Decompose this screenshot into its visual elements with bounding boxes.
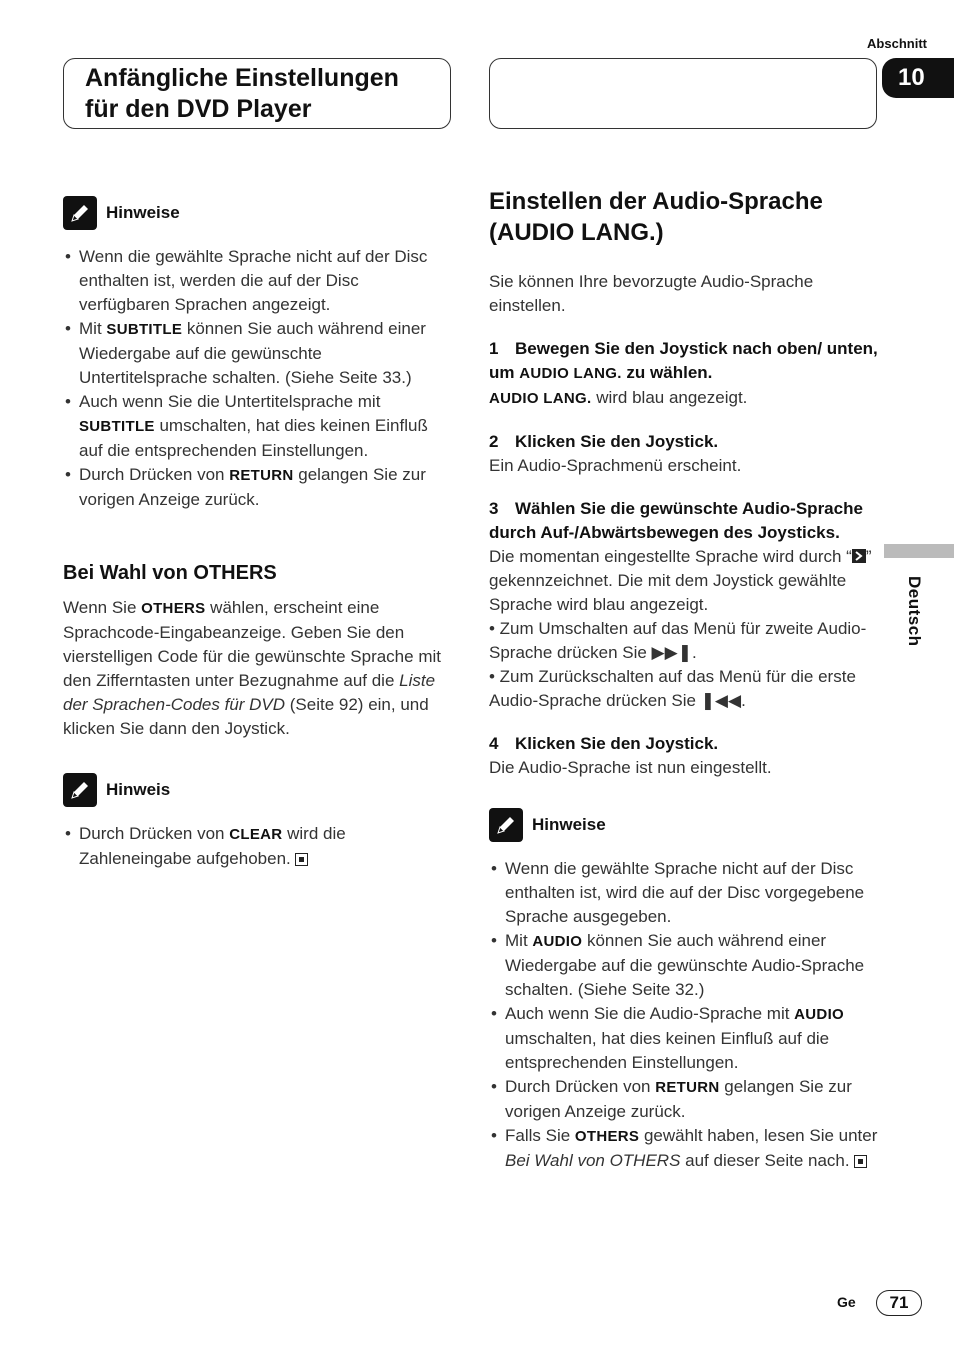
step-3-bullet-1: • Zum Umschalten auf das Menü für zweite Audio-Sprache drücken Sie ▶▶❚. [489, 619, 867, 662]
list-item: • Auch wenn Sie die Audio-Sprache mit AUDIO umschalten, hat dies keinen Einfluß auf die entsprechenden Einstellungen. [489, 1002, 879, 1075]
section-heading: Einstellen der Audio-Sprache (AUDIO LANG.) [489, 188, 823, 246]
right-column [489, 186, 879, 1173]
list-item: • Mit SUBTITLE können Sie auch während einer Wiedergabe auf die gewünschte Untertitelsprache schalten. (Siehe Seite 33.) [63, 317, 453, 390]
step-2-desc: Ein Audio-Sprachmenü erscheint. [489, 456, 742, 475]
step-2-heading: 2 Klicken Sie den Joystick. [489, 432, 719, 451]
page-title [63, 58, 451, 129]
pencil-note-icon [63, 196, 97, 230]
step-1-heading: 1 Bewegen Sie den Joystick nach oben/ unten, um AUDIO LANG. zu wählen. [489, 339, 878, 382]
notes-header [489, 808, 879, 842]
title-line-1: Anfängliche Einstellungen [85, 64, 399, 92]
chapter-number: 10 [882, 58, 954, 98]
list-item: • Auch wenn Sie die Untertitelsprache mit SUBTITLE umschalten, hat dies keinen Einfluß auf die entsprechenden Einstellungen. [63, 390, 453, 463]
step-4 [489, 732, 879, 780]
pencil-note-icon [489, 808, 523, 842]
step-3-bullet-2: • Zum Zurückschalten auf das Menü für die erste Audio-Sprache drücken Sie ❚◀◀. [489, 667, 856, 710]
step-1-desc: AUDIO LANG. wird blau angezeigt. [489, 388, 748, 407]
list-item: • Mit AUDIO können Sie auch während einer Wiedergabe auf die gewünschte Audio-Sprache schalten. (Siehe Seite 32.) [489, 929, 879, 1002]
current-selection-icon [852, 549, 866, 563]
intro-text: Sie können Ihre bevorzugte Audio-Sprache einstellen. [489, 272, 814, 315]
step-2 [489, 430, 879, 478]
list-item: • Durch Drücken von RETURN gelangen Sie zur vorigen Anzeige zurück. [63, 463, 453, 512]
list-item: • Wenn die gewählte Sprache nicht auf der Disc enthalten ist, werden die auf der Disc verfügbaren Sprachen angezeigt. [63, 245, 453, 317]
empty-title-box [489, 58, 877, 129]
section-label: Abschnitt [867, 36, 927, 51]
step-3-desc: Die momentan eingestellte Sprache wird durch “ ” gekennzeichnet. Die mit dem Joystick gewählte Sprache wird blau angezeigt. [489, 547, 872, 614]
end-mark-icon [295, 853, 308, 866]
step-4-heading: 4 Klicken Sie den Joystick. [489, 734, 719, 753]
pencil-note-icon [63, 773, 97, 807]
left-column [63, 196, 453, 871]
list-item: • Durch Drücken von CLEAR wird die Zahleneingabe aufgehoben. [63, 822, 453, 871]
step-3 [489, 497, 879, 713]
step-3-heading: 3 Wählen Sie die gewünschte Audio-Sprache durch Auf-/Abwärtsbewegen des Joysticks. [489, 499, 863, 542]
notes-label: Hinweise [532, 815, 606, 834]
end-mark-icon [854, 1155, 867, 1168]
title-line-2: für den DVD Player [85, 95, 312, 123]
page-number: 71 [876, 1290, 922, 1316]
others-paragraph: Wenn Sie OTHERS wählen, erscheint eine Sprachcode-Eingabeanzeige. Geben Sie den vierstelligen Code für die gewünschte Sprache mit den Zifferntasten unter Bezugnahme auf die Liste der Sprachen-Codes für DVD (Seite 92) ein, und klicken Sie dann den Joystick. [63, 598, 441, 738]
note-list [63, 822, 453, 871]
list-item: • Falls Sie OTHERS gewählt haben, lesen Sie unter Bei Wahl von OTHERS auf dieser Seite nach. [489, 1124, 879, 1173]
notes-list [489, 857, 879, 1173]
notes-label: Hinweise [106, 203, 180, 222]
previous-track-icon: ❚◀◀ [700, 691, 742, 710]
notes-list [63, 245, 453, 512]
list-item: • Durch Drücken von RETURN gelangen Sie zur vorigen Anzeige zurück. [489, 1075, 879, 1124]
footer-language: Ge [837, 1294, 856, 1310]
list-item: • Wenn die gewählte Sprache nicht auf der Disc enthalten ist, wird die auf der Disc vorgegebene Sprache ausgegeben. [489, 857, 879, 929]
step-1 [489, 337, 879, 411]
others-heading: Bei Wahl von OTHERS [63, 562, 277, 584]
note-label: Hinweis [106, 780, 171, 799]
next-track-icon: ▶▶❚ [651, 643, 692, 662]
step-4-desc: Die Audio-Sprache ist nun eingestellt. [489, 758, 772, 777]
side-tab-bar [884, 544, 954, 558]
notes-header [63, 196, 453, 230]
note-header [63, 773, 453, 807]
language-side-tab: Deutsch [905, 576, 924, 647]
